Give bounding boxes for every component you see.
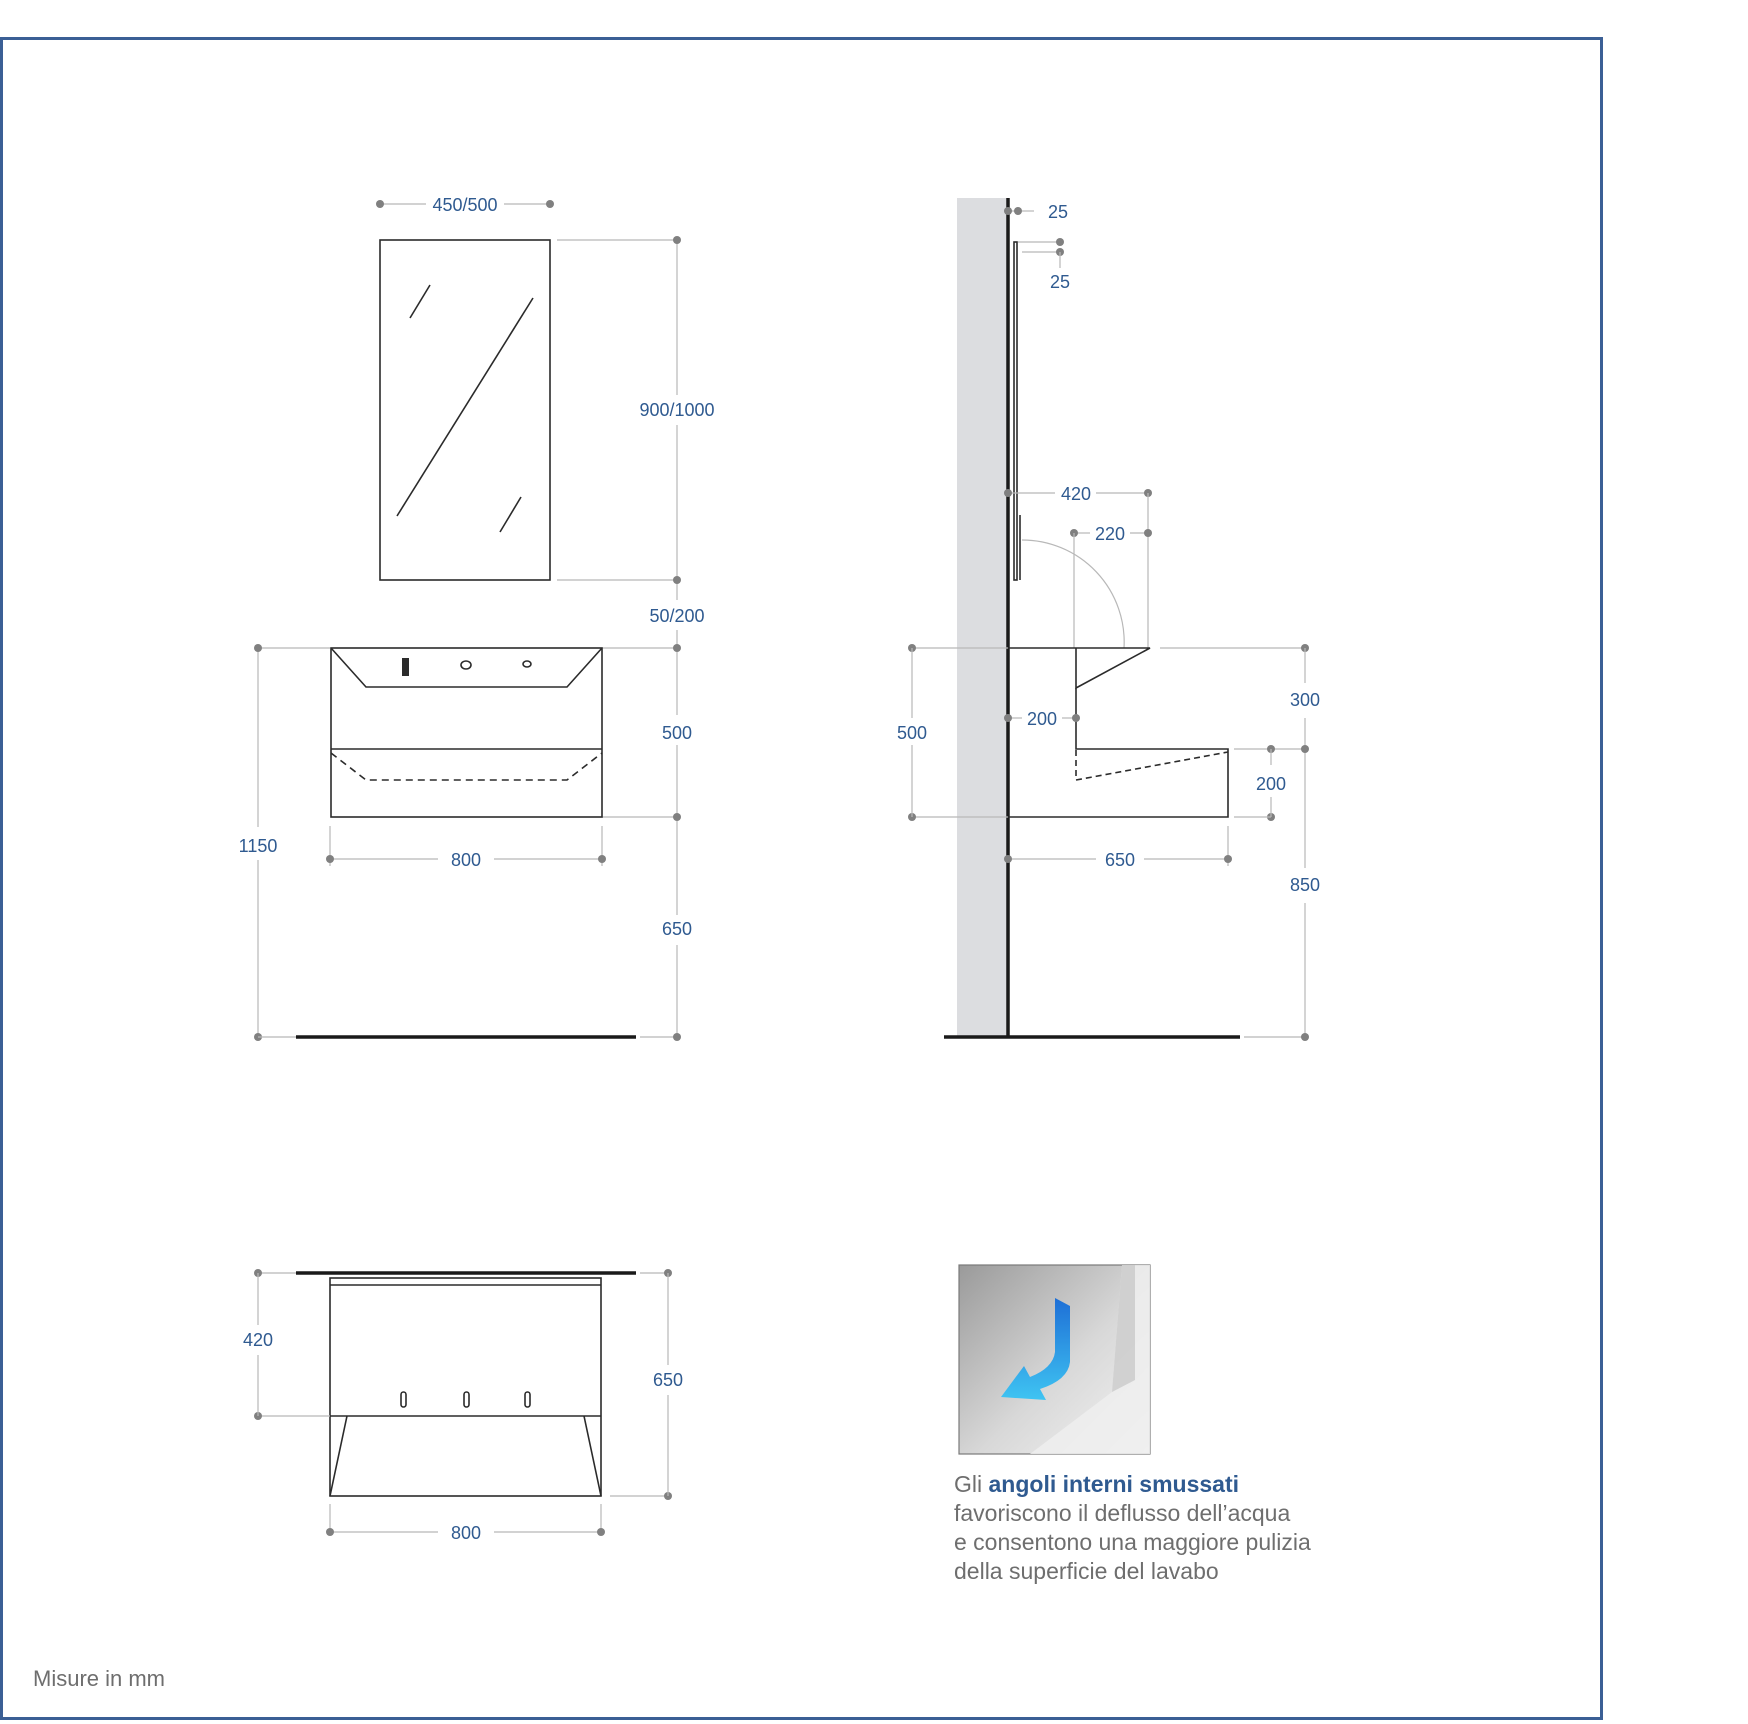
dim-total-height: 1150 — [238, 836, 278, 856]
dim-mirror-width: 450/500 — [432, 195, 498, 215]
mirror-outline — [380, 240, 550, 580]
tap-hole-icon — [401, 1392, 406, 1407]
dim-cabinet-width: 800 — [450, 850, 482, 870]
front-view — [239, 195, 715, 1041]
door-swing-arc — [1022, 540, 1124, 648]
caption-highlight: angoli interni smussati — [988, 1471, 1239, 1497]
dim-door-swing: 220 — [1094, 524, 1126, 544]
dim-drawer-height: 200 — [1255, 774, 1287, 794]
side-view — [897, 198, 1320, 1041]
caption-line2: favoriscono il deflusso dell’acqua — [954, 1500, 1291, 1526]
caption-line3: e consentono una maggiore pulizia — [954, 1529, 1311, 1555]
dim-mirror-projection: 420 — [1060, 484, 1092, 504]
dim-mirror-height: 900/1000 — [639, 400, 715, 420]
mirror-reflection-line — [397, 298, 533, 516]
dim-mirror-offset: 25 — [1048, 202, 1069, 222]
corner-detail-image — [959, 1265, 1150, 1454]
caption — [954, 1470, 1374, 1586]
top-view — [243, 1269, 683, 1543]
tap-hole-icon — [523, 661, 531, 667]
caption-line4: della superficie del lavabo — [954, 1558, 1219, 1584]
dim-inner-depth: 200 — [1026, 709, 1058, 729]
dim-top-height: 850 — [1289, 875, 1321, 895]
units-note: Misure in mm — [33, 1666, 166, 1691]
hidden-line — [1076, 752, 1228, 780]
basin-chamfer — [584, 1416, 601, 1496]
dim-cabinet-height: 500 — [661, 723, 693, 743]
dim-side-cabinet-height: 500 — [896, 723, 928, 743]
top-view-outline — [330, 1278, 601, 1496]
dim-floor-clearance: 650 — [661, 919, 693, 939]
basin-profile — [1008, 648, 1150, 688]
mirror-side — [1014, 242, 1017, 580]
hidden-basin-line — [331, 753, 602, 780]
basin-chamfer — [330, 1416, 347, 1496]
mirror-reflection-line — [500, 497, 521, 532]
dim-top-total-depth: 650 — [652, 1370, 684, 1390]
tap-hole-icon — [525, 1392, 530, 1407]
drain-icon — [402, 658, 409, 676]
dim-top-depth: 420 — [242, 1330, 274, 1350]
dim-top-width: 800 — [450, 1523, 482, 1543]
cabinet-profile — [1008, 688, 1228, 817]
dim-mirror-thickness: 25 — [1049, 272, 1071, 292]
mirror-reflection-line — [410, 285, 430, 318]
dim-top-section: 300 — [1289, 690, 1321, 710]
basin-top-edge — [331, 648, 602, 687]
caption-prefix: Gli — [954, 1471, 989, 1497]
tap-hole-icon — [464, 1392, 469, 1407]
tap-hole-icon — [461, 661, 471, 669]
cabinet-front — [331, 648, 602, 817]
wall — [957, 198, 1008, 1037]
dim-cabinet-depth: 650 — [1104, 850, 1136, 870]
dim-mirror-gap: 50/200 — [649, 606, 705, 626]
